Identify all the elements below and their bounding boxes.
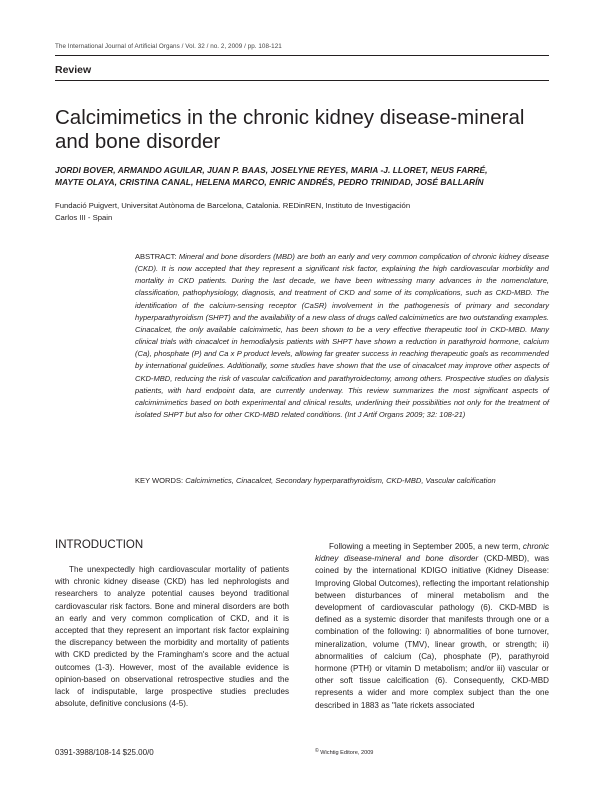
author-list [55,164,555,188]
right-lead-text: Following a meeting in September 2005, a new term, [329,542,523,551]
journal-header: The International Journal of Artificial Organs / Vol. 32 / no. 2, 2009 / pp. 108-121 [55,43,282,50]
issn-price: 0391-3988/108-14 $25.00/0 [55,748,154,757]
introduction-right-column [315,541,549,712]
right-rest-text: (CKD-MBD), was coined by the international KDIGO initiative (Kidney Disease: Improving Global Outcomes), reflecting the important relationship between disturbances of mineral metabolism and the development of cardiovascular pathology (6). CKD-MBD is defined as a systemic disorder that manifests through one or a combination of the following: i) abnormalities of bone turnover, mineralization, volume (TMV), linear growth, or strength; ii) abnormalities of calcium (Ca), phosphate (P), parathyroid hormone (PTH) or vitamin D metabolism; and/or iii) vascular or other soft tissue calcification (6). Consequently, CKD-MBD represents a wider and more complex subject than the one described in 1883 as "late rickets associated [315,554,549,710]
article-title [55,106,549,154]
affiliation-line-1: Fundació Puigvert, Universitat Autònoma de Barcelona, Catalonia. REDinREN, Instituto de Investigación [55,201,411,210]
abstract-text: Mineral and bone disorders (MBD) are both an early and very common complication of chronic kidney disease (CKD). It is now accepted that they represent a significant risk factor, explaining the high cardiovascular morbidity and mortality in CKD patients. During the last decade, we have been witnessing many advances in the nomenclature, classification, pathophysiology, diagnosis, and treatment of CKD and some of its complications, such as CKD-MBD. The identification of the calcium-sensing receptor (CaSR) involvement in the pathogenesis of primary and secondary hyperparathyroidism (SHPT) and the availability of a new class of drugs called calcimimetics are two outstanding examples. Cinacalcet, the only available calcimimetic, has been shown to be a very effective therapeutic tool in CKD-MBD. Many clinical trials with cinacalcet in hemodialysis patients with SHPT have shown a reduction in parathyroid hormone, calcium (Ca), phosphate (P) and Ca x P product levels, allowing far greater success in reaching therapeutic goals as recommended by international guidelines. Additionally, some studies have shown that the use of cinacalcet may improve other aspects of CKD-MBD, reducing the risk of vascular calcification and parathyroidectomy, among others. Prospective studies on dialysis patients, with hard endpoint data, are currently underway. This review summarizes the most significant aspects of calcimimimetics based on both experimental and clinical results, underlining their possibilities not only for the treatment of isolated SHPT but also for other CKD-MBD related conditions. [135,252,549,420]
header-rule [55,55,549,56]
copyright-notice [315,748,373,756]
affiliation [55,200,525,224]
title-line-1: Calcimimetics in the chronic kidney disease-mineral [55,106,525,129]
abstract-citation: (Int J Artif Organs 2009; 32: 108-21) [344,410,466,420]
introduction-left-column: The unexpectedly high cardiovascular mortality of patients with chronic kidney disease (CKD) has led nephrologists and researchers to analyze potential causes beyond traditional cardiovascular risk factors. Bone and mineral disorders are both an early and very common complication of CKD, and it is accepted that they represent an important risk factor explaining the discrepancy between the morbidity and mortality of patients with CKD predicted by the Framingham's score and the actual outcomes (1-3). However, most of the available evidence is opinion-based on observational retrospective studies and the lack of indisputable, large prospective studies precludes absolute, definitive conclusions (4-5). [55,565,289,709]
keywords-text: Calcimimetics, Cinacalcet, Secondary hyperparathyroidism, CKD-MBD, Vascular calcification [185,476,496,485]
affiliation-line-2: Carlos III - Spain [55,213,113,223]
abstract [135,251,549,421]
introduction-heading: INTRODUCTION [55,539,144,551]
copyright-text: Wichtig Editore, 2009 [320,750,374,756]
authors-line-2: MAYTE OLAYA, CRISTINA CANAL, HELENA MARCO, ENRIC ANDRÉS, PEDRO TRINIDAD, JOSÉ BALLARÍN [55,177,484,188]
abstract-label: ABSTRACT: [135,252,177,261]
keywords-label: KEY WORDS: [135,476,184,485]
keywords [135,475,549,487]
section-label: Review [55,64,92,76]
right-term: chronic kidney disease-mineral and bone disorder [315,542,549,564]
title-line-2: and bone disorder [55,130,221,153]
authors-line-1: JORDI BOVER, ARMANDO AGUILAR, JUAN P. BAAS, JOSELYNE REYES, MARIA -J. LLORET, NEUS FARRÉ, [55,165,488,175]
copyright-symbol: © [315,748,319,754]
section-rule [55,80,549,81]
